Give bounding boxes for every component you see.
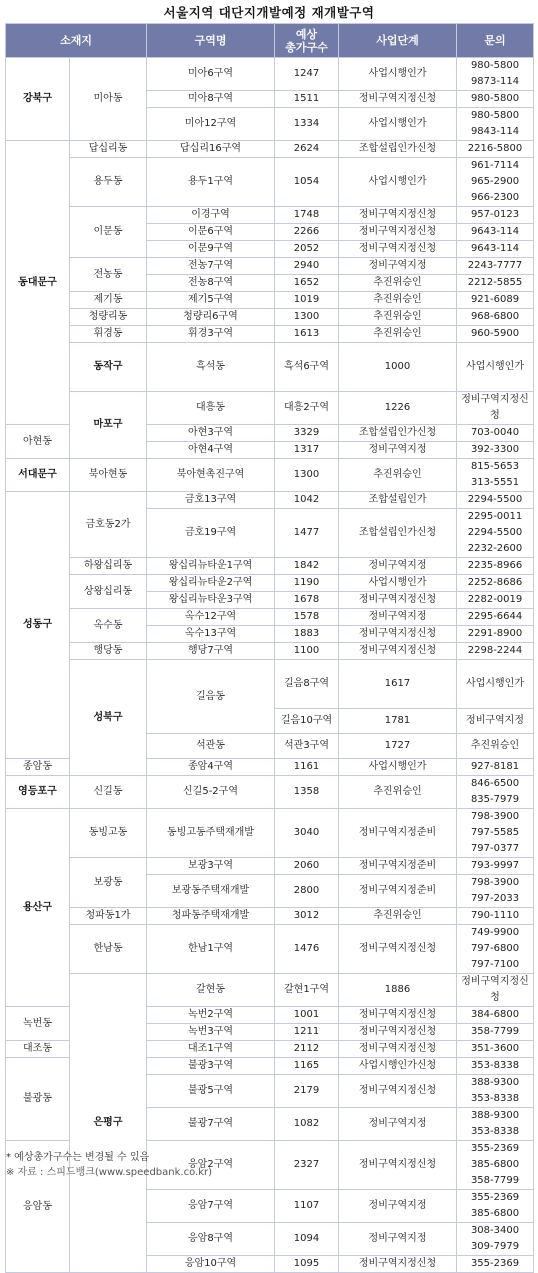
table-row [6, 343, 534, 392]
household-count-cell: 1477 [275, 509, 339, 558]
project-stage-cell: 추진위승인 [339, 292, 457, 309]
project-stage-cell: 사업시행인가 [339, 108, 457, 141]
contact-cell: 961-7114 965-2900 966-2300 [457, 158, 534, 207]
gu-cell: 용산구 [6, 809, 70, 1007]
dong-cell: 하왕십리동 [70, 558, 147, 575]
table-row [6, 809, 534, 858]
district-name-cell: 응암8구역 [147, 1223, 275, 1256]
project-stage-cell: 사업시행인가 [339, 158, 457, 207]
table-header [6, 24, 534, 58]
dong-cell: 동빙고동 [70, 809, 147, 858]
household-count-cell: 1094 [275, 1223, 339, 1256]
gu-cell: 동대문구 [6, 141, 70, 425]
district-name-cell: 이경구역 [147, 207, 275, 224]
table-row [6, 609, 534, 626]
contact-cell: 921-6089 [457, 292, 534, 309]
district-name-cell: 아현4구역 [147, 442, 275, 459]
project-stage-cell: 정비구역지정신청 [339, 1141, 457, 1190]
footnote: * 예상총가구수는 변경될 수 있음 [6, 1152, 150, 1163]
household-count-cell: 1001 [275, 1007, 339, 1024]
project-stage-cell: 조합설립인가신청 [339, 141, 457, 158]
contact-cell: 790-1110 [457, 908, 534, 925]
dong-cell: 동작구 [70, 343, 147, 392]
contact-cell: 957-0123 [457, 207, 534, 224]
household-count-cell: 2179 [275, 1075, 339, 1108]
table-row [6, 776, 534, 809]
household-count-cell: 1019 [275, 292, 339, 309]
project-stage-cell: 정비구역지정신청 [339, 643, 457, 660]
project-stage-cell: 정비구역지정신청 [339, 592, 457, 609]
dong-cell: 제기동 [70, 292, 147, 309]
district-name-cell: 답십리16구역 [147, 141, 275, 158]
dong-cell: 북아현동 [70, 459, 147, 492]
contact-cell: 980-5800 9873-114 [457, 58, 534, 91]
project-stage-cell: 정비구역지정 [339, 1108, 457, 1141]
district-name-cell: 응암7구역 [147, 1190, 275, 1223]
table-row [6, 158, 534, 207]
contact-cell: 980-5800 [457, 91, 534, 108]
household-count-cell: 1511 [275, 91, 339, 108]
contact-cell: 사업시행인가 [457, 660, 534, 709]
district-name-cell: 미아6구역 [147, 58, 275, 91]
project-stage-cell: 정비구역지정 [339, 558, 457, 575]
district-name-cell: 용두1구역 [147, 158, 275, 207]
household-count-cell: 1317 [275, 442, 339, 459]
contact-cell: 308-3400 309-7979 [457, 1223, 534, 1256]
household-count-cell: 1100 [275, 643, 339, 660]
household-count-cell: 3012 [275, 908, 339, 925]
household-count-cell: 2112 [275, 1041, 339, 1058]
table-row [6, 392, 534, 425]
district-name-cell: 행당7구역 [147, 643, 275, 660]
table-row [6, 558, 534, 575]
table-row [6, 492, 534, 509]
project-stage-cell: 정비구역지정신청 [339, 1256, 457, 1273]
project-stage-cell: 정비구역지정 [339, 442, 457, 459]
gu-cell: 성동구 [6, 492, 70, 759]
household-count-cell: 흑석6구역 [275, 343, 339, 392]
district-name-cell: 왕십리뉴타운3구역 [147, 592, 275, 609]
district-name-cell: 석관동 [147, 734, 275, 759]
district-name-cell: 보광동주택재개발 [147, 875, 275, 908]
household-count-cell: 1211 [275, 1024, 339, 1041]
dong-cell: 청량리동 [70, 309, 147, 326]
household-count-cell: 2266 [275, 224, 339, 241]
district-name-cell: 전농8구역 [147, 275, 275, 292]
contact-cell: 2216-5800 [457, 141, 534, 158]
gu-cell: 녹번동 [6, 1007, 70, 1041]
gu-cell: 대조동 [6, 1041, 70, 1058]
column-header-location: 소재지 [6, 24, 147, 58]
dong-cell: 휘경동 [70, 326, 147, 343]
district-name-cell: 흑석동 [147, 343, 275, 392]
contact-cell: 355-2369 [457, 1256, 534, 1273]
contact-cell: 정비구역지정신청 [457, 392, 534, 425]
dong-cell: 신길동 [70, 776, 147, 809]
table-row [6, 925, 534, 974]
contact-cell: 정비구역지정 [457, 709, 534, 734]
contact-cell: 355-2369 385-6800 [457, 1190, 534, 1223]
project-stage-cell: 사업시행인가 [339, 58, 457, 91]
household-count-cell: 2327 [275, 1141, 339, 1190]
dong-cell: 보광동 [70, 858, 147, 908]
contact-cell: 384-6800 [457, 1007, 534, 1024]
district-name-cell: 불광7구역 [147, 1108, 275, 1141]
household-count-cell: 길음10구역 [275, 709, 339, 734]
dong-cell: 이문동 [70, 207, 147, 258]
project-stage-cell: 사업시행인가 [339, 759, 457, 776]
project-stage-cell: 추진위승인 [339, 459, 457, 492]
dong-cell: 금호동2가 [70, 492, 147, 558]
household-count-cell: 갈현1구역 [275, 974, 339, 1007]
household-count-cell: 1247 [275, 58, 339, 91]
household-count-cell: 1748 [275, 207, 339, 224]
household-count-cell: 2052 [275, 241, 339, 258]
project-stage-cell: 추진위승인 [339, 908, 457, 925]
household-count-cell: 1883 [275, 626, 339, 643]
project-stage-cell: 정비구역지정신청 [339, 1007, 457, 1024]
contact-cell: 749-9900 797-6800 797-7100 [457, 925, 534, 974]
table-row [6, 660, 534, 709]
contact-cell: 358-7799 [457, 1024, 534, 1041]
project-stage-cell: 정비구역지정신청 [339, 925, 457, 974]
project-stage-cell: 추진위승인 [339, 776, 457, 809]
district-name-cell: 금호13구역 [147, 492, 275, 509]
dong-cell: 은평구 [70, 974, 147, 1273]
project-stage-cell: 정비구역지정신청 [339, 1041, 457, 1058]
project-stage-cell: 1886 [339, 974, 457, 1007]
project-stage-cell: 정비구역지정준비 [339, 875, 457, 908]
contact-cell: 793-9997 [457, 858, 534, 875]
contact-cell: 968-6800 [457, 309, 534, 326]
dong-cell: 답십리동 [70, 141, 147, 158]
dong-cell: 청파동1가 [70, 908, 147, 925]
gu-cell: 영등포구 [6, 776, 70, 809]
household-count-cell: 1300 [275, 309, 339, 326]
project-stage-cell: 정비구역지정신청 [339, 224, 457, 241]
household-count-cell: 2624 [275, 141, 339, 158]
table-row [6, 309, 534, 326]
contact-cell: 사업시행인가 [457, 343, 534, 392]
district-name-cell: 왕십리뉴타운2구역 [147, 575, 275, 592]
household-count-cell: 1613 [275, 326, 339, 343]
district-name-cell: 이문6구역 [147, 224, 275, 241]
gu-cell: 강북구 [6, 58, 70, 141]
household-count-cell: 1300 [275, 459, 339, 492]
project-stage-cell: 정비구역지정 [339, 1223, 457, 1256]
project-stage-cell: 1617 [339, 660, 457, 709]
contact-cell: 815-5653 313-5551 [457, 459, 534, 492]
household-count-cell: 1652 [275, 275, 339, 292]
project-stage-cell: 정비구역지정신청 [339, 91, 457, 108]
project-stage-cell: 1226 [339, 392, 457, 425]
contact-cell: 9643-114 [457, 224, 534, 241]
district-name-cell: 신길5-2구역 [147, 776, 275, 809]
project-stage-cell: 정비구역지정신청 [339, 1075, 457, 1108]
contact-cell: 2243-7777 [457, 258, 534, 275]
project-stage-cell: 1781 [339, 709, 457, 734]
table-body [6, 58, 534, 1273]
table-row [6, 258, 534, 275]
district-name-cell: 북아현촉진구역 [147, 459, 275, 492]
district-name-cell: 불광3구역 [147, 1058, 275, 1075]
contact-cell: 703-0040 [457, 425, 534, 442]
district-name-cell: 갈현동 [147, 974, 275, 1007]
contact-cell: 355-2369 385-6800 358-7799 [457, 1141, 534, 1190]
district-name-cell: 미아8구역 [147, 91, 275, 108]
contact-cell: 2294-5500 [457, 492, 534, 509]
table-row [6, 207, 534, 224]
household-count-cell: 대흥2구역 [275, 392, 339, 425]
table-row [6, 974, 534, 1007]
dong-cell: 행당동 [70, 643, 147, 660]
household-count-cell: 2940 [275, 258, 339, 275]
district-name-cell: 종암4구역 [147, 759, 275, 776]
column-header-contact: 문의 [457, 24, 534, 58]
dong-cell: 용두동 [70, 158, 147, 207]
table-row [6, 643, 534, 660]
table-row [6, 575, 534, 592]
district-name-cell: 불광5구역 [147, 1075, 275, 1108]
contact-cell: 392-3300 [457, 442, 534, 459]
contact-cell: 추진위승인 [457, 734, 534, 759]
district-name-cell: 응암10구역 [147, 1256, 275, 1273]
gu-cell: 아현동 [6, 425, 70, 459]
project-stage-cell: 정비구역지정 [339, 609, 457, 626]
contact-cell: 353-8338 [457, 1058, 534, 1075]
dong-cell: 성북구 [70, 660, 147, 776]
household-count-cell: 1082 [275, 1108, 339, 1141]
table-row [6, 141, 534, 158]
household-count-cell: 1042 [275, 492, 339, 509]
source-note: ※ 자료 : 스피드뱅크(www.speedbank.co.kr) [6, 1167, 213, 1178]
contact-cell: 351-3600 [457, 1041, 534, 1058]
household-count-cell: 1358 [275, 776, 339, 809]
contact-cell: 960-5900 [457, 326, 534, 343]
contact-cell: 927-8181 [457, 759, 534, 776]
project-stage-cell: 추진위승인 [339, 309, 457, 326]
contact-cell: 2282-0019 [457, 592, 534, 609]
household-count-cell: 1190 [275, 575, 339, 592]
district-name-cell: 녹번3구역 [147, 1024, 275, 1041]
household-count-cell: 1678 [275, 592, 339, 609]
household-count-cell: 1054 [275, 158, 339, 207]
project-stage-cell: 정비구역지정 [339, 1190, 457, 1223]
household-count-cell: 2800 [275, 875, 339, 908]
district-name-cell: 보광3구역 [147, 858, 275, 875]
project-stage-cell: 정비구역지정신청 [339, 1024, 457, 1041]
contact-cell: 980-5800 9843-114 [457, 108, 534, 141]
household-count-cell: 1165 [275, 1058, 339, 1075]
contact-cell: 798-3900 797-2033 [457, 875, 534, 908]
district-name-cell: 옥수13구역 [147, 626, 275, 643]
table-row [6, 326, 534, 343]
district-name-cell: 응암2구역 [147, 1141, 275, 1190]
district-name-cell: 청량리6구역 [147, 309, 275, 326]
contact-cell: 정비구역지정신청 [457, 974, 534, 1007]
project-stage-cell: 조합설립인가신청 [339, 425, 457, 442]
project-stage-cell: 정비구역지정신청 [339, 241, 457, 258]
table-row [6, 292, 534, 309]
contact-cell: 798-3900 797-5585 797-0377 [457, 809, 534, 858]
household-count-cell: 1107 [275, 1190, 339, 1223]
project-stage-cell: 조합설립인가신청 [339, 509, 457, 558]
gu-cell: 응암동 [6, 1141, 70, 1273]
district-name-cell: 아현3구역 [147, 425, 275, 442]
household-count-cell: 3040 [275, 809, 339, 858]
dong-cell: 마포구 [70, 392, 147, 459]
dong-cell: 전농동 [70, 258, 147, 292]
contact-cell: 9643-114 [457, 241, 534, 258]
district-name-cell: 동빙고동주택재개발 [147, 809, 275, 858]
project-stage-cell: 정비구역지정 [339, 258, 457, 275]
contact-cell: 2212-5855 [457, 275, 534, 292]
project-stage-cell: 사업시행인가 [339, 575, 457, 592]
dong-cell: 미아동 [70, 58, 147, 141]
district-name-cell: 이문9구역 [147, 241, 275, 258]
district-name-cell: 전농7구역 [147, 258, 275, 275]
district-name-cell: 제기5구역 [147, 292, 275, 309]
project-stage-cell: 정비구역지정신청 [339, 207, 457, 224]
gu-cell: 종암동 [6, 759, 70, 776]
district-name-cell: 대흥동 [147, 392, 275, 425]
gu-cell: 불광동 [6, 1058, 70, 1141]
household-count-cell: 1842 [275, 558, 339, 575]
household-count-cell: 1095 [275, 1256, 339, 1273]
project-stage-cell: 정비구역지정준비 [339, 858, 457, 875]
dong-cell: 상왕십리동 [70, 575, 147, 609]
project-stage-cell: 정비구역지정신청 [339, 626, 457, 643]
district-name-cell: 녹번2구역 [147, 1007, 275, 1024]
project-stage-cell: 추진위승인 [339, 275, 457, 292]
dong-cell: 한남동 [70, 925, 147, 974]
project-stage-cell: 조합설립인가 [339, 492, 457, 509]
district-name-cell: 길음동 [147, 660, 275, 734]
district-name-cell: 대조1구역 [147, 1041, 275, 1058]
project-stage-cell: 1000 [339, 343, 457, 392]
district-name-cell: 미아12구역 [147, 108, 275, 141]
household-count-cell: 1161 [275, 759, 339, 776]
table-row [6, 908, 534, 925]
household-count-cell: 3329 [275, 425, 339, 442]
contact-cell: 2252-8686 [457, 575, 534, 592]
contact-cell: 388-9300 353-8338 [457, 1108, 534, 1141]
project-stage-cell: 정비구역지정준비 [339, 809, 457, 858]
household-count-cell: 1476 [275, 925, 339, 974]
contact-cell: 388-9300 353-8338 [457, 1075, 534, 1108]
contact-cell: 2291-8900 [457, 626, 534, 643]
dong-cell: 옥수동 [70, 609, 147, 643]
household-count-cell: 2060 [275, 858, 339, 875]
contact-cell: 2295-0011 2294-5500 2232-2600 [457, 509, 534, 558]
contact-cell: 846-6500 835-7979 [457, 776, 534, 809]
contact-cell: 2235-8966 [457, 558, 534, 575]
table-row [6, 858, 534, 875]
district-name-cell: 휘경3구역 [147, 326, 275, 343]
district-name-cell: 옥수12구역 [147, 609, 275, 626]
district-name-cell: 금호19구역 [147, 509, 275, 558]
district-name-cell: 청파동주택재개발 [147, 908, 275, 925]
column-header-project-stage: 사업단계 [339, 24, 457, 58]
column-header-district-name: 구역명 [147, 24, 275, 58]
gu-cell: 서대문구 [6, 459, 70, 492]
contact-cell: 2295-6644 [457, 609, 534, 626]
household-count-cell: 길음8구역 [275, 660, 339, 709]
household-count-cell: 1578 [275, 609, 339, 626]
table-row [6, 58, 534, 91]
household-count-cell: 석관3구역 [275, 734, 339, 759]
table-row [6, 459, 534, 492]
district-name-cell: 한남1구역 [147, 925, 275, 974]
column-header-household-count: 예상 총가구수 [275, 24, 339, 58]
project-stage-cell: 사업시행인가신청 [339, 1058, 457, 1075]
contact-cell: 2298-2244 [457, 643, 534, 660]
district-name-cell: 왕십리뉴타운1구역 [147, 558, 275, 575]
project-stage-cell: 추진위승인 [339, 326, 457, 343]
redevelopment-table [5, 23, 534, 1273]
project-stage-cell: 1727 [339, 734, 457, 759]
page-title: 서울지역 대단지개발예정 재개발구역 [163, 5, 375, 20]
household-count-cell: 1334 [275, 108, 339, 141]
